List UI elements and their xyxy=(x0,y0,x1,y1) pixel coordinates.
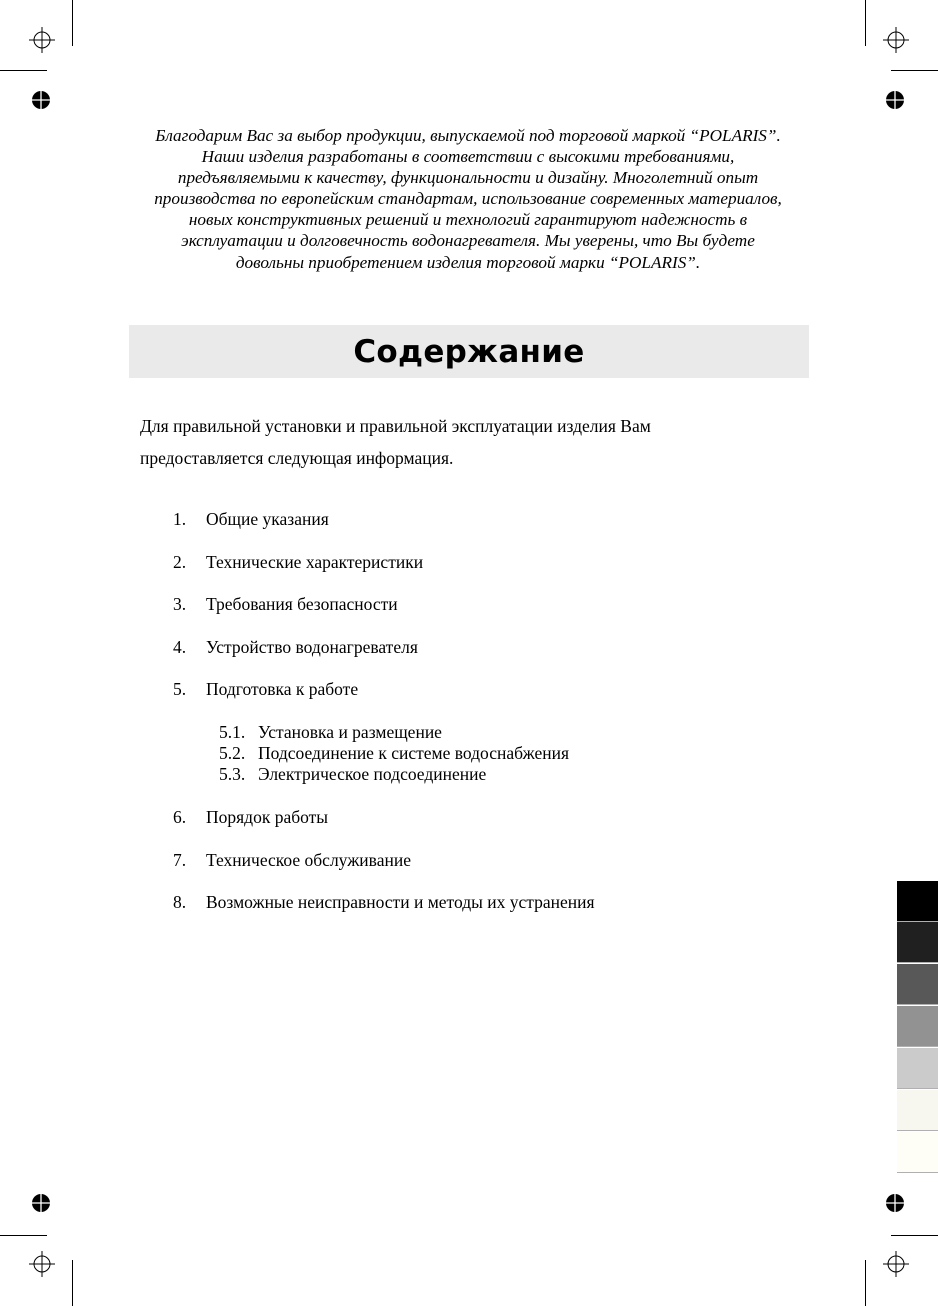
contents-heading-bar xyxy=(129,325,809,378)
page-title: Содержание xyxy=(353,333,585,370)
crop-mark-top-right-h xyxy=(891,70,938,71)
toc-item-label: Технические характеристики xyxy=(206,552,424,572)
registration-dot-icon xyxy=(30,1192,52,1214)
lead-line: Для правильной установки и правильной эксплуатации изделия Вам xyxy=(140,416,651,436)
crop-mark-bottom-right xyxy=(865,1260,866,1306)
toc-subitem-label: Подсоединение к системе водоснабжения xyxy=(258,743,569,763)
registration-mark-icon xyxy=(883,1251,909,1277)
intro-line: Благодарим Вас за выбор продукции, выпускаемой под торговой маркой “POLARIS”. xyxy=(155,126,781,145)
gray-swatch xyxy=(897,1132,938,1173)
registration-dot-icon xyxy=(30,89,52,111)
toc-item xyxy=(173,552,423,573)
gray-swatch xyxy=(897,922,938,963)
toc-item-number: 6. xyxy=(173,807,187,827)
toc-item-number: 2. xyxy=(173,552,187,572)
toc-item xyxy=(173,679,358,700)
registration-mark-icon xyxy=(29,1251,55,1277)
toc-item-number: 4. xyxy=(173,637,187,657)
toc-item xyxy=(173,594,398,615)
toc-subitem-number: 5.3. xyxy=(219,764,246,784)
toc-item xyxy=(173,637,418,658)
toc-subitem xyxy=(219,743,569,764)
crop-mark-top-left xyxy=(72,0,73,46)
toc-item-label: Общие указания xyxy=(206,509,329,529)
toc-item-number: 7. xyxy=(173,850,187,870)
toc-subitem xyxy=(219,764,486,785)
crop-mark-bottom-left xyxy=(72,1260,73,1306)
toc-item xyxy=(173,850,411,871)
toc-item-label: Подготовка к работе xyxy=(206,679,359,699)
lead-line: предоставляется следующая информация. xyxy=(140,448,454,468)
crop-mark-bottom-left-h xyxy=(0,1235,47,1236)
crop-mark-bottom-right-h xyxy=(891,1235,938,1236)
toc-item-number: 8. xyxy=(173,892,187,912)
toc-item-label: Техническое обслуживание xyxy=(206,850,411,870)
gray-swatch xyxy=(897,1048,938,1089)
toc-subitem-label: Установка и размещение xyxy=(258,722,442,742)
intro-line: новых конструктивных решений и технологий гарантируют надежность в xyxy=(188,210,748,230)
crop-mark-top-right xyxy=(865,0,866,46)
registration-mark-icon xyxy=(883,27,909,53)
toc-subitem xyxy=(219,722,442,743)
toc-subitem-number: 5.2. xyxy=(219,743,246,763)
toc-item xyxy=(173,509,329,530)
gray-swatch xyxy=(897,964,938,1005)
toc-item-label: Возможные неисправности и методы их устранения xyxy=(206,892,595,912)
toc-item-label: Требования безопасности xyxy=(206,594,398,614)
registration-mark-icon xyxy=(29,27,55,53)
intro-paragraph xyxy=(126,125,810,273)
crop-mark-top-left-h xyxy=(0,70,47,71)
registration-dot-icon xyxy=(884,1192,906,1214)
gray-swatch xyxy=(897,1006,938,1047)
toc-subitem-label: Электрическое подсоединение xyxy=(258,764,487,784)
intro-line: Наши изделия разработаны в соответствии с высокими требованиями, xyxy=(201,147,735,167)
registration-dot-icon xyxy=(884,89,906,111)
toc-item-number: 5. xyxy=(173,679,187,699)
toc-item-label: Устройство водонагревателя xyxy=(206,637,418,657)
toc-item xyxy=(173,807,328,828)
gray-swatch xyxy=(897,881,938,922)
intro-line: предъявляемыми к качеству, функциональности и дизайну. Многолетний опыт xyxy=(177,168,759,188)
intro-line: эксплуатации и долговечность водонагревателя. Мы уверены, что Вы будете xyxy=(181,231,755,251)
toc-item xyxy=(173,892,595,913)
toc-subitem-number: 5.1. xyxy=(219,722,246,742)
toc-item-number: 3. xyxy=(173,594,187,614)
toc-item-number: 1. xyxy=(173,509,187,529)
intro-line: довольны приобретением изделия торговой марки “POLARIS”. xyxy=(235,252,701,272)
gray-swatch xyxy=(897,1090,938,1131)
toc-item-label: Порядок работы xyxy=(206,807,329,827)
intro-line: производства по европейским стандартам, использование современных материалов, xyxy=(154,189,782,209)
lead-paragraph xyxy=(140,410,809,474)
